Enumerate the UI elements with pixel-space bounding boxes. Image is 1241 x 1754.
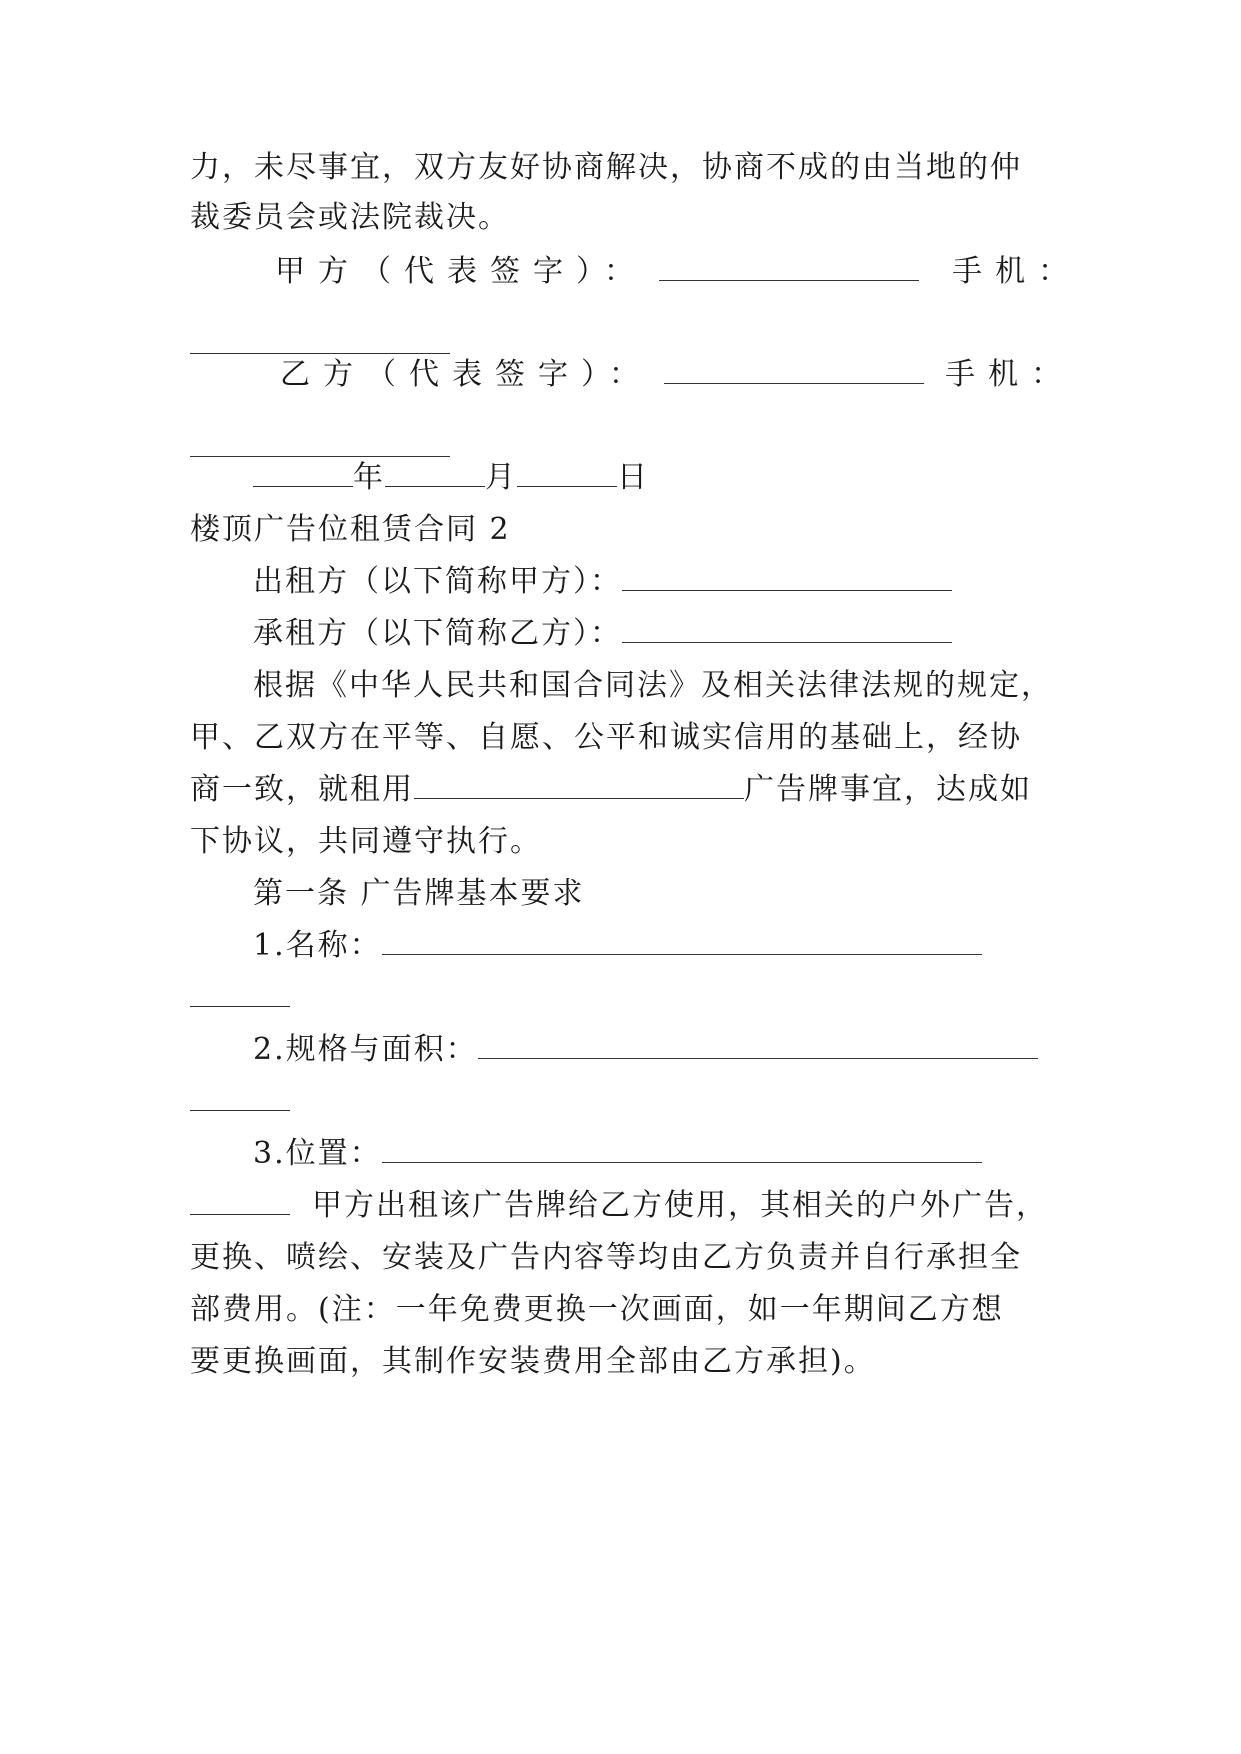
party-a-signature-line: [275, 252, 1135, 292]
day-label: 日: [617, 460, 649, 495]
item-3-line: [253, 1134, 1113, 1174]
item-1-blank[interactable]: [382, 926, 982, 955]
party-a-phone-blank[interactable]: [190, 325, 450, 354]
party-b-phone-blank[interactable]: [190, 428, 450, 457]
lessee-line: [253, 614, 1113, 654]
item-1-blank-continued[interactable]: [190, 978, 290, 1007]
item-2-blank-continued[interactable]: [190, 1082, 290, 1111]
party-a-phone-label: 手机：: [952, 254, 1082, 289]
paragraph-line: 更换、喷绘、安装及广告内容等均由乙方负责并自行承担全: [190, 1240, 1022, 1275]
month-label: 月: [485, 460, 517, 495]
item-3-blank-continued[interactable]: [190, 1186, 290, 1215]
intro-text-after-blank: 广告牌事宜，达成如: [744, 772, 1032, 807]
day-blank[interactable]: [517, 458, 617, 487]
month-blank[interactable]: [385, 458, 485, 487]
intro-text-before-blank: 商一致，就租用: [190, 772, 414, 807]
item-3-label: 3.位置：: [253, 1136, 382, 1171]
item-2-continuation: [190, 1082, 1050, 1122]
billboard-blank[interactable]: [414, 770, 744, 799]
item-1-continuation: [190, 978, 1050, 1018]
party-b-signature-label: 乙方（代表签字）：: [280, 357, 652, 392]
party-a-signature-blank[interactable]: [659, 252, 919, 281]
party-b-signature-line: [280, 355, 1140, 395]
item-2-blank[interactable]: [478, 1030, 1038, 1059]
lessee-blank[interactable]: [622, 614, 952, 643]
year-blank[interactable]: [253, 458, 353, 487]
lessee-label: 承租方（以下简称乙方）：: [253, 616, 622, 651]
paragraph-line: 裁委员会或法院裁决。: [190, 200, 510, 235]
paragraph-line: 要更换画面，其制作安装费用全部由乙方承担)。: [190, 1344, 876, 1379]
item-1-label: 1.名称：: [253, 928, 382, 963]
paragraph-text: 甲方出租该广告牌给乙方使用，其相关的户外广告，: [312, 1188, 1048, 1223]
paragraph-line: 甲、乙双方在平等、自愿、公平和诚实信用的基础上，经协: [190, 720, 1022, 755]
paragraph-line: 下协议，共同遵守执行。: [190, 824, 542, 859]
paragraph-line: 力，未尽事宜，双方友好协商解决，协商不成的由当地的仲: [190, 150, 1022, 185]
intro-line-with-blank: [190, 770, 1050, 810]
lessor-blank[interactable]: [622, 562, 952, 591]
year-label: 年: [353, 460, 385, 495]
lessor-label: 出租方（以下简称甲方）：: [253, 564, 622, 599]
date-line: [253, 458, 1113, 498]
item-2-line: [253, 1030, 1113, 1070]
article-1-title: 第一条 广告牌基本要求: [253, 876, 585, 911]
contract-title: 楼顶广告位租赁合同 2: [190, 512, 511, 547]
item-1-line: [253, 926, 1113, 966]
item-2-label: 2.规格与面积：: [253, 1032, 478, 1067]
lessor-line: [253, 562, 1113, 602]
party-b-signature-blank[interactable]: [664, 355, 924, 384]
party-a-signature-label: 甲方（代表签字）：: [275, 254, 647, 289]
item-3-continuation: [190, 1186, 1050, 1226]
party-b-phone-label: 手机：: [945, 357, 1075, 392]
item-3-blank[interactable]: [382, 1134, 982, 1163]
paragraph-line: 部费用。(注：一年免费更换一次画面，如一年期间乙方想: [190, 1292, 1004, 1327]
paragraph-line: 根据《中华人民共和国合同法》及相关法律法规的规定，: [253, 668, 1053, 703]
